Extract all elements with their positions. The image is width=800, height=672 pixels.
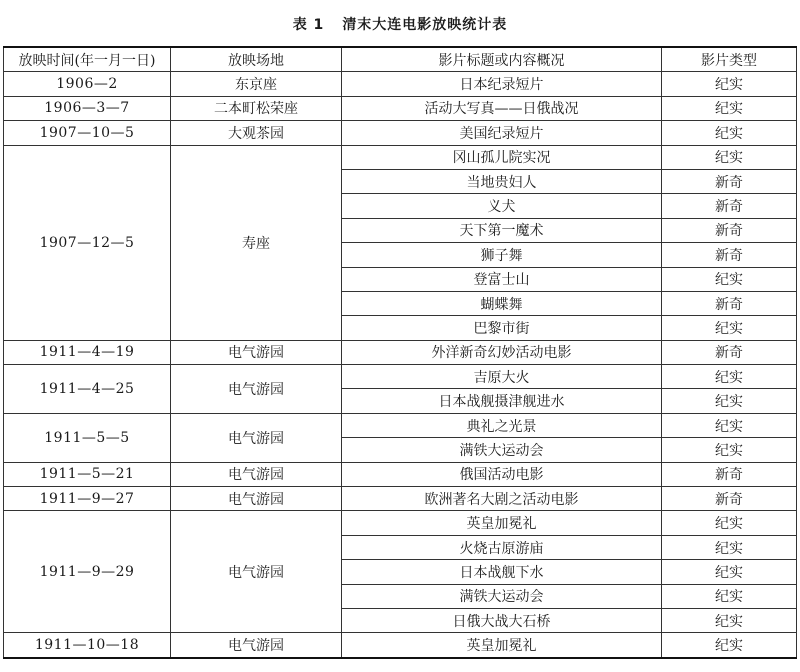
table-row xyxy=(4,365,797,389)
film-title-cell: 狮子舞 xyxy=(342,243,662,267)
table-row xyxy=(4,413,797,437)
film-type-cell: 纪实 xyxy=(662,316,797,340)
film-title-cell: 典礼之光景 xyxy=(342,413,662,437)
film-title-cell: 美国纪录短片 xyxy=(342,121,662,145)
screening-time-cell: 1911—9—29 xyxy=(4,511,171,633)
film-title-cell: 满铁大运动会 xyxy=(342,438,662,462)
film-type-cell: 纪实 xyxy=(662,511,797,535)
screening-time-cell: 1911—5—5 xyxy=(4,413,171,462)
screening-venue-cell: 二本町松荣座 xyxy=(171,96,342,120)
screening-time-cell: 1911—4—19 xyxy=(4,340,171,364)
screening-venue-cell: 电气游园 xyxy=(171,462,342,486)
film-type-cell: 纪实 xyxy=(662,633,797,658)
table-row xyxy=(4,96,797,120)
header-row xyxy=(4,47,797,72)
screening-time-cell: 1911—10—18 xyxy=(4,633,171,658)
film-title-cell: 俄国活动电影 xyxy=(342,462,662,486)
film-title-cell: 天下第一魔术 xyxy=(342,218,662,242)
screening-venue-cell: 大观茶园 xyxy=(171,121,342,145)
header-type: 影片类型 xyxy=(662,47,797,72)
screening-time-cell: 1911—5—21 xyxy=(4,462,171,486)
film-title-cell: 火烧古原游庙 xyxy=(342,535,662,559)
table-row xyxy=(4,633,797,658)
film-type-cell: 新奇 xyxy=(662,340,797,364)
film-title-cell: 外洋新奇幻妙活动电影 xyxy=(342,340,662,364)
header-title: 影片标题或内容概况 xyxy=(342,47,662,72)
film-type-cell: 新奇 xyxy=(662,291,797,315)
film-title-cell: 英皇加冕礼 xyxy=(342,511,662,535)
film-type-cell: 纪实 xyxy=(662,72,797,96)
film-type-cell: 纪实 xyxy=(662,584,797,608)
screening-time-cell: 1911—9—27 xyxy=(4,487,171,511)
film-title-cell: 巴黎市街 xyxy=(342,316,662,340)
header-venue: 放映场地 xyxy=(171,47,342,72)
table-row xyxy=(4,145,797,169)
film-type-cell: 纪实 xyxy=(662,608,797,632)
film-type-cell: 新奇 xyxy=(662,487,797,511)
film-title-cell: 日本战舰摄津舰进水 xyxy=(342,389,662,413)
table-row xyxy=(4,72,797,96)
table-row xyxy=(4,121,797,145)
film-type-cell: 纪实 xyxy=(662,389,797,413)
table-row xyxy=(4,487,797,511)
screening-venue-cell: 寿座 xyxy=(171,145,342,340)
film-type-cell: 新奇 xyxy=(662,169,797,193)
film-type-cell: 新奇 xyxy=(662,462,797,486)
screening-time-cell: 1911—4—25 xyxy=(4,365,171,414)
header-time: 放映时间(年一月一日) xyxy=(4,47,171,72)
film-type-cell: 新奇 xyxy=(662,218,797,242)
film-title-cell: 登富士山 xyxy=(342,267,662,291)
screening-venue-cell: 电气游园 xyxy=(171,511,342,633)
film-type-cell: 纪实 xyxy=(662,365,797,389)
table-row xyxy=(4,462,797,486)
table-row xyxy=(4,511,797,535)
table-title: 清末大连电影放映统计表 xyxy=(342,17,508,33)
screening-time-cell: 1906—3—7 xyxy=(4,96,171,120)
screening-time-cell: 1907—12—5 xyxy=(4,145,171,340)
film-title-cell: 英皇加冕礼 xyxy=(342,633,662,658)
film-title-cell: 活动大写真——日俄战况 xyxy=(342,96,662,120)
film-title-cell: 当地贵妇人 xyxy=(342,169,662,193)
screening-venue-cell: 电气游园 xyxy=(171,340,342,364)
film-type-cell: 纪实 xyxy=(662,560,797,584)
screening-time-cell: 1907—10—5 xyxy=(4,121,171,145)
film-title-cell: 蝴蝶舞 xyxy=(342,291,662,315)
film-type-cell: 纪实 xyxy=(662,267,797,291)
film-title-cell: 日本纪录短片 xyxy=(342,72,662,96)
table-body xyxy=(4,72,797,658)
film-type-cell: 新奇 xyxy=(662,194,797,218)
screening-venue-cell: 电气游园 xyxy=(171,413,342,462)
film-title-cell: 吉原大火 xyxy=(342,365,662,389)
film-title-cell: 日本战舰下水 xyxy=(342,560,662,584)
film-type-cell: 纪实 xyxy=(662,96,797,120)
screening-venue-cell: 电气游园 xyxy=(171,365,342,414)
screening-venue-cell: 东京座 xyxy=(171,72,342,96)
film-title-cell: 欧洲著名大剧之活动电影 xyxy=(342,487,662,511)
screening-venue-cell: 电气游园 xyxy=(171,633,342,658)
film-title-cell: 义犬 xyxy=(342,194,662,218)
film-type-cell: 纪实 xyxy=(662,145,797,169)
table-row xyxy=(4,340,797,364)
table-number: 表 1 xyxy=(292,17,325,33)
film-title-cell: 满铁大运动会 xyxy=(342,584,662,608)
film-type-cell: 纪实 xyxy=(662,438,797,462)
film-type-cell: 纪实 xyxy=(662,121,797,145)
table-caption xyxy=(0,0,800,46)
film-type-cell: 新奇 xyxy=(662,243,797,267)
film-title-cell: 日俄大战大石桥 xyxy=(342,608,662,632)
screening-time-cell: 1906—2 xyxy=(4,72,171,96)
film-title-cell: 冈山孤儿院实况 xyxy=(342,145,662,169)
screening-venue-cell: 电气游园 xyxy=(171,487,342,511)
film-type-cell: 纪实 xyxy=(662,413,797,437)
screening-stats-table xyxy=(3,46,797,659)
film-type-cell: 纪实 xyxy=(662,535,797,559)
